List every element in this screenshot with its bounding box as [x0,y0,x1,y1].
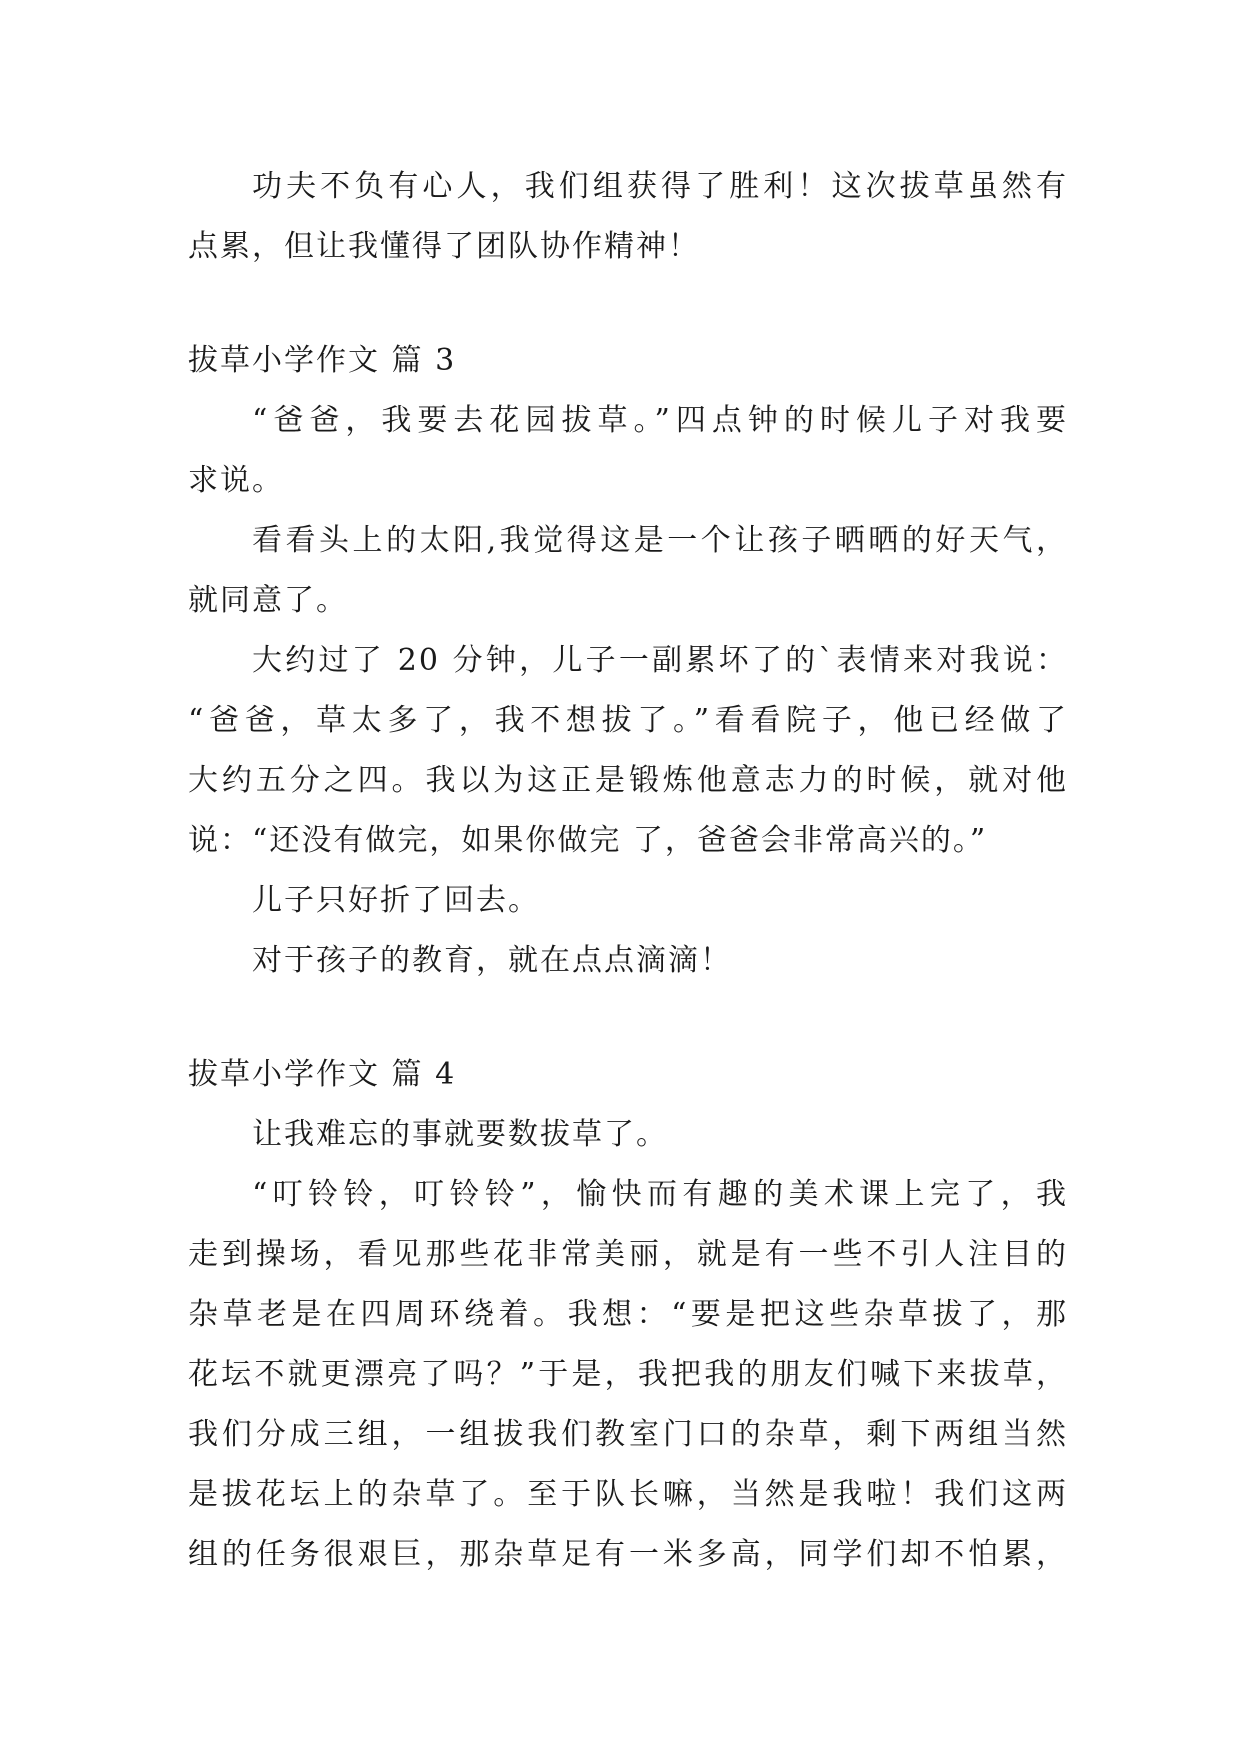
paragraph-line: 看看头上的太阳,我觉得这是一个让孩子晒晒的好天气， [252,523,1068,558]
paragraph-line: 点累，但让我懂得了团队协作精神！ [188,229,700,264]
paragraph-line: 对于孩子的教育，就在点点滴滴！ [252,943,732,978]
paragraph-line: “爸爸，我要去花园拔草。”四点钟的时候儿子对我要 [252,403,1068,438]
paragraph-line: 就同意了。 [188,583,348,618]
paragraph-line: 大约五分之四。我以为这正是锻炼他意志力的时候，就对他 [188,763,1068,798]
paragraph-line: 花坛不就更漂亮了吗？”于是，我把我的朋友们喊下来拔草， [188,1357,1068,1392]
paragraph-line: 是拔花坛上的杂草了。至于队长嘛，当然是我啦！我们这两 [188,1477,1068,1512]
section-heading: 拔草小学作文 篇 3 [188,343,457,378]
paragraph-line: 儿子只好折了回去。 [252,883,540,918]
paragraph-line: 杂草老是在四周环绕着。我想：“要是把这些杂草拔了，那 [188,1297,1068,1332]
paragraph-line: 我们分成三组，一组拔我们教室门口的杂草，剩下两组当然 [188,1417,1068,1452]
paragraph-line: 组的任务很艰巨，那杂草足有一米多高，同学们却不怕累， [188,1537,1068,1572]
paragraph-line: 大约过了 20 分钟，儿子一副累坏了的`表情来对我说： [252,643,1068,678]
paragraph-line: “叮铃铃，叮铃铃”，愉快而有趣的美术课上完了，我 [252,1177,1068,1212]
section-heading: 拔草小学作文 篇 4 [188,1057,457,1092]
paragraph-line: 功夫不负有心人，我们组获得了胜利！这次拔草虽然有 [252,169,1068,204]
paragraph-line: 让我难忘的事就要数拔草了。 [252,1117,668,1152]
paragraph-line: 求说。 [188,463,284,498]
paragraph-line: “爸爸，草太多了，我不想拔了。”看看院子，他已经做了 [188,703,1068,738]
paragraph-line: 说：“还没有做完，如果你做完 了，爸爸会非常高兴的。” [188,823,988,858]
paragraph-line: 走到操场，看见那些花非常美丽，就是有一些不引人注目的 [188,1237,1068,1272]
